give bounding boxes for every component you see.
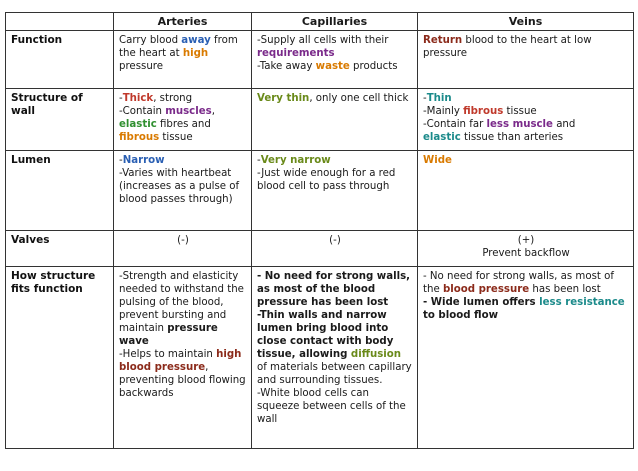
function-capillaries: -Supply all cells with their requirements -Take away waste products xyxy=(252,31,418,89)
fits-capillaries: - No need for strong walls, as most of the blood pressure has been lost -Thin walls and narrow lumen bring blood into close contact with body tissue, allowing diffusion of materials between capillary and surrounding tissues. -White blood cells can squeeze between cells of the wall xyxy=(252,267,418,449)
header-arteries: Arteries xyxy=(114,13,252,31)
row-label-function: Function xyxy=(6,31,114,89)
row-fits xyxy=(6,267,634,449)
fits-veins: - No need for strong walls, as most of the blood pressure has been lost - Wide lumen offers less resistance to blood flow xyxy=(418,267,634,449)
row-label-structure: Structure of wall xyxy=(6,89,114,151)
function-veins: Return blood to the heart at low pressure xyxy=(418,31,634,89)
row-structure xyxy=(6,89,634,151)
row-function xyxy=(6,31,634,89)
structure-capillaries: Very thin, only one cell thick xyxy=(252,89,418,151)
valves-capillaries: (-) xyxy=(252,231,418,267)
valves-veins: (+) Prevent backflow xyxy=(418,231,634,267)
lumen-arteries: -Narrow -Varies with heartbeat (increases as a pulse of blood passes through) xyxy=(114,151,252,231)
lumen-capillaries: -Very narrow -Just wide enough for a red blood cell to pass through xyxy=(252,151,418,231)
header-veins: Veins xyxy=(418,13,634,31)
valves-arteries: (-) xyxy=(114,231,252,267)
comparison-table-container xyxy=(5,12,633,449)
header-capillaries: Capillaries xyxy=(252,13,418,31)
header-row xyxy=(6,13,634,31)
lumen-veins: Wide xyxy=(418,151,634,231)
header-blank xyxy=(6,13,114,31)
fits-arteries: -Strength and elasticity needed to withstand the pulsing of the blood, prevent bursting and maintain pressure wave -Helps to maintain high blood pressure, preventing blood flowing backwards xyxy=(114,267,252,449)
row-label-lumen: Lumen xyxy=(6,151,114,231)
row-label-fits: How structure fits function xyxy=(6,267,114,449)
row-label-valves: Valves xyxy=(6,231,114,267)
row-lumen xyxy=(6,151,634,231)
row-valves xyxy=(6,231,634,267)
structure-arteries: -Thick, strong -Contain muscles, elastic fibres and fibrous tissue xyxy=(114,89,252,151)
blood-vessel-comparison-table xyxy=(5,12,634,449)
function-arteries: Carry blood away from the heart at high pressure xyxy=(114,31,252,89)
structure-veins: -Thin -Mainly fibrous tissue -Contain far less muscle and elastic tissue than arteries xyxy=(418,89,634,151)
